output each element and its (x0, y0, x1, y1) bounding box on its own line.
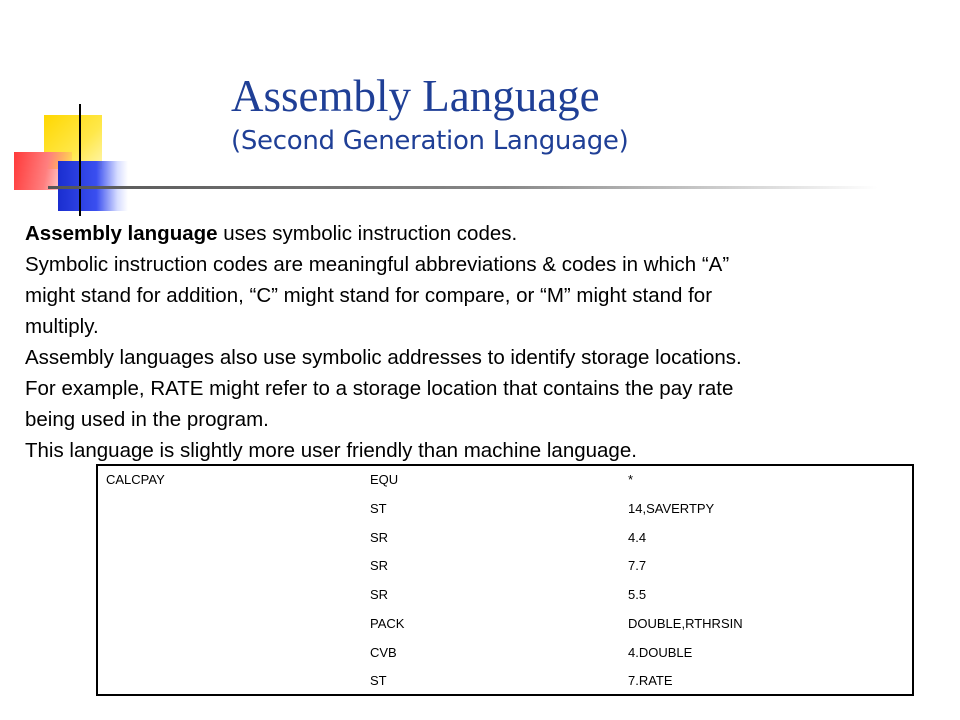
operand-cell: 14,SAVERTPY (628, 501, 715, 516)
slide-body (25, 218, 945, 466)
body-line: Symbolic instruction codes are meaningful abbreviations & codes in which “A” (25, 253, 730, 276)
slide-subtitle: (Second Generation Language) (231, 126, 629, 156)
operand-cell: 7.RATE (628, 673, 673, 688)
operand-cell: 4.4 (628, 530, 647, 545)
slide-title: Assembly Language (231, 71, 600, 121)
body-text: uses symbolic instruction codes. (217, 222, 518, 245)
assembly-code-table (96, 464, 914, 696)
operand-cell: DOUBLE,RTHRSIN (628, 616, 743, 631)
title-underline (48, 186, 878, 189)
opcode-cell: SR (370, 587, 389, 602)
table-row (98, 587, 912, 616)
body-line (25, 218, 945, 249)
opcode-cell: SR (370, 558, 389, 573)
table-row (98, 501, 912, 530)
label-cell: CALCPAY (106, 472, 165, 487)
opcode-cell: EQU (370, 472, 399, 487)
logo-vertical-line (79, 104, 81, 216)
table-row (98, 558, 912, 587)
opcode-cell: PACK (370, 616, 405, 631)
opcode-cell: ST (370, 673, 387, 688)
operand-cell: * (628, 472, 634, 487)
opcode-cell: SR (370, 530, 389, 545)
body-line: might stand for addition, “C” might stand for compare, or “M” might stand for (25, 284, 713, 307)
table-row (98, 645, 912, 674)
opcode-cell: ST (370, 501, 387, 516)
body-line: This language is slightly more user friendly than machine language. (25, 439, 637, 462)
decorative-logo (0, 0, 140, 215)
operand-cell: 4.DOUBLE (628, 645, 693, 660)
body-line: multiply. (25, 315, 99, 338)
bold-term: Assembly language (25, 222, 218, 245)
operand-cell: 5.5 (628, 587, 647, 602)
body-line: Assembly languages also use symbolic addresses to identify storage locations. (25, 346, 742, 369)
table-row (98, 530, 912, 559)
body-line: being used in the program. (25, 408, 269, 431)
operand-cell: 7.7 (628, 558, 647, 573)
table-row (98, 472, 912, 501)
table-row (98, 616, 912, 645)
opcode-cell: CVB (370, 645, 397, 660)
body-line: For example, RATE might refer to a storage location that contains the pay rate (25, 377, 734, 400)
table-row (98, 673, 912, 702)
